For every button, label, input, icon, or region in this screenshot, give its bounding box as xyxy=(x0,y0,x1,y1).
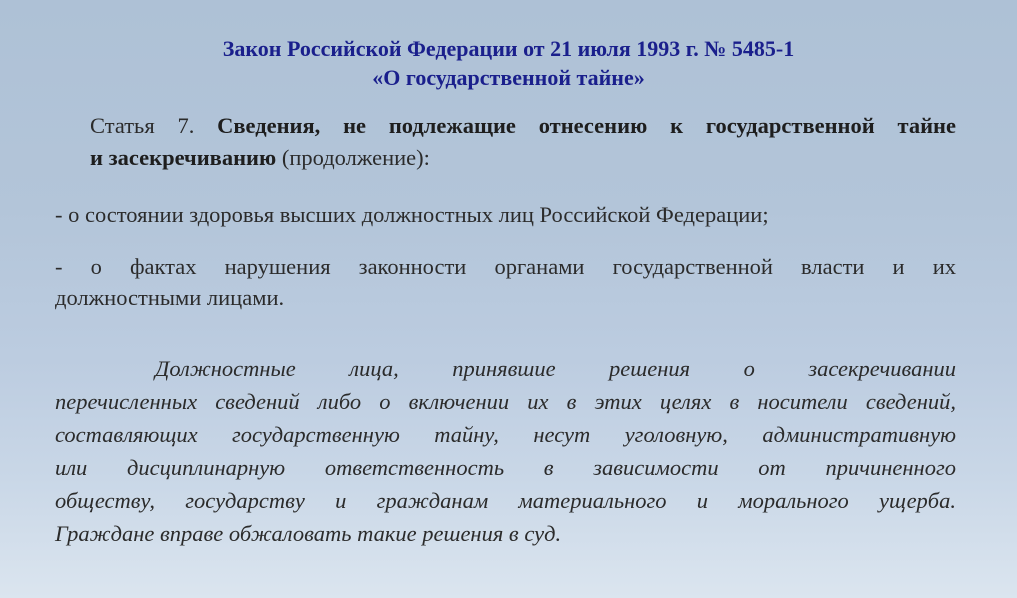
responsibility-note xyxy=(55,352,956,550)
note-line: или дисциплинарную ответственность в зависимости от причиненного xyxy=(55,455,956,480)
note-line: Граждане вправе обжаловать такие решения в суд. xyxy=(55,521,562,546)
article-prefix: Статья 7. xyxy=(90,113,218,138)
article-title-continued: и засекречиванию xyxy=(90,145,277,170)
list-item: - о состоянии здоровья высших должностных лиц Российской Федерации; xyxy=(55,202,769,227)
note-line: обществу, государству и гражданам материального и морального ущерба. xyxy=(55,488,956,513)
list-item xyxy=(55,251,956,313)
note-line: составляющих государственную тайну, несут уголовную, административную xyxy=(55,422,956,447)
article-heading-continued xyxy=(90,142,430,173)
list-item-line: - о фактах нарушения законности органами государственной власти и их xyxy=(55,254,956,279)
article-heading xyxy=(90,110,956,141)
note-line: Должностные лица, принявшие решения о засекречивании xyxy=(155,356,956,381)
article-suffix: (продолжение): xyxy=(276,145,430,170)
note-line: перечисленных сведений либо о включении их в этих целях в носители сведений, xyxy=(55,389,956,414)
law-subtitle: «О государственной тайне» xyxy=(372,65,645,90)
list-item-line: должностными лицами. xyxy=(55,285,285,310)
law-title: Закон Российской Федерации от 21 июля 1993 г. № 5485-1 xyxy=(222,36,795,61)
article-title: Сведения, не подлежащие отнесению к государственной тайне xyxy=(217,113,956,138)
